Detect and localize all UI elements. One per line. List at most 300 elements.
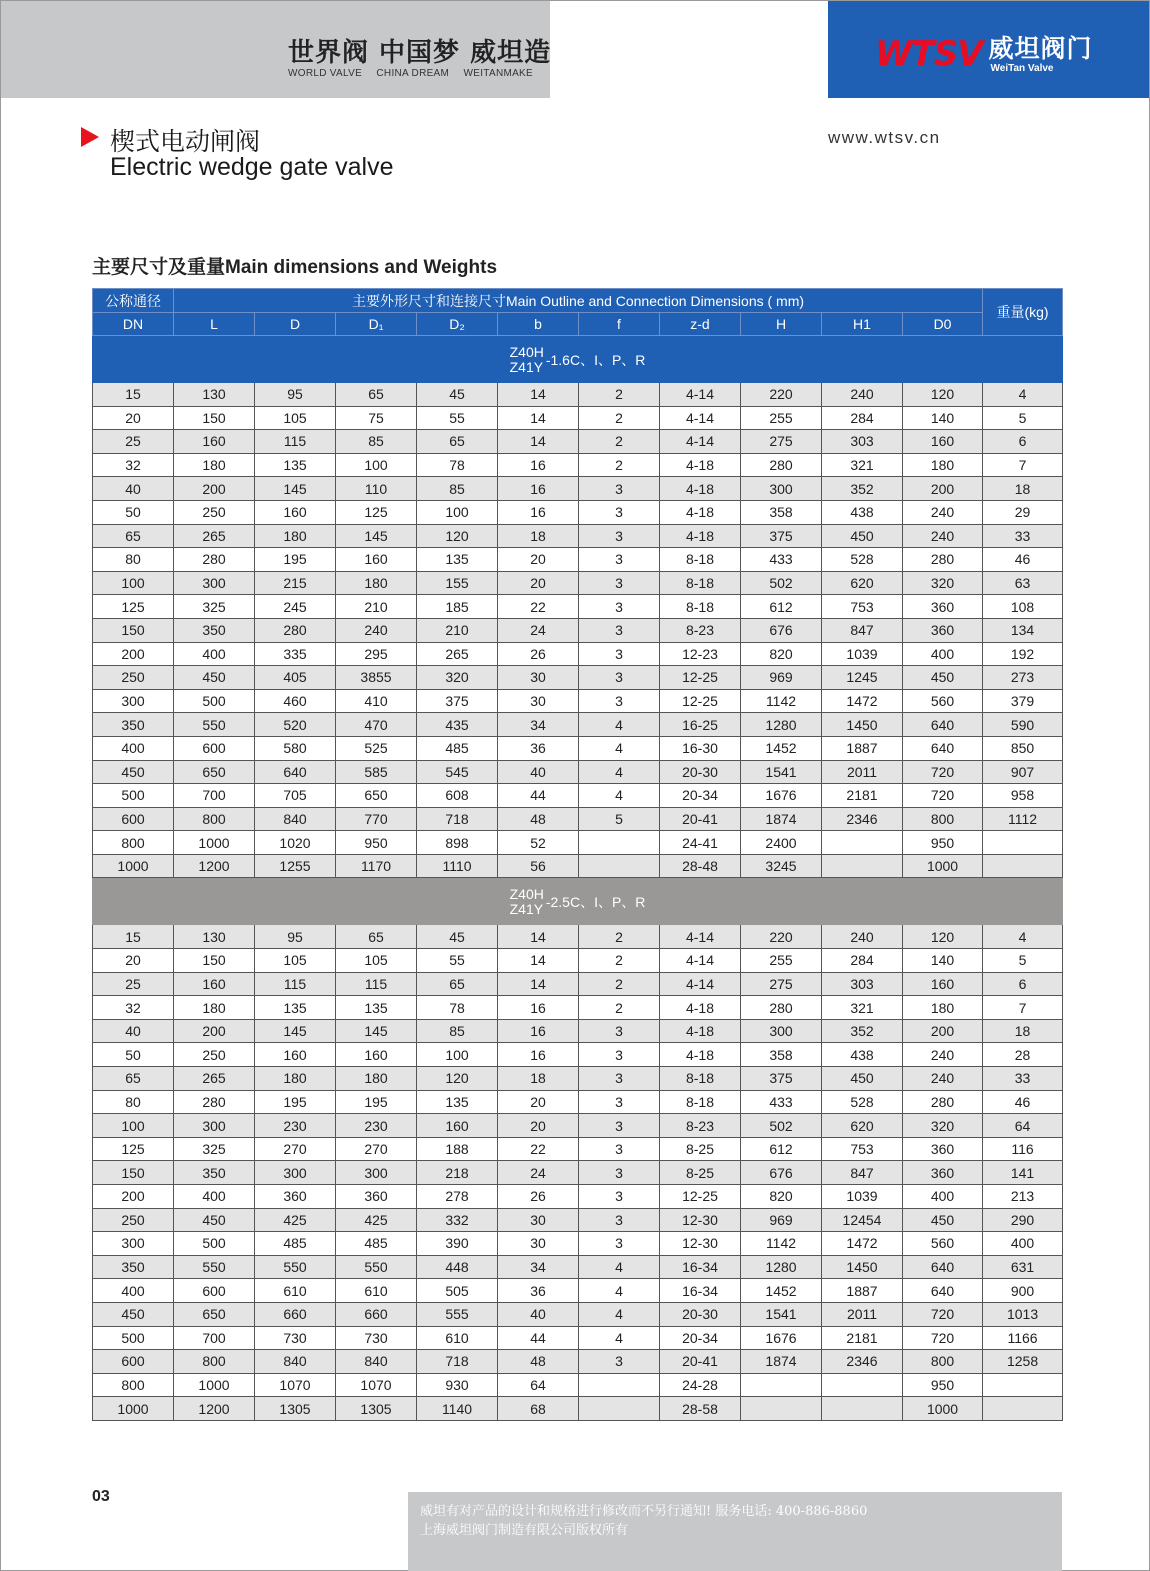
table-row bbox=[93, 524, 1063, 548]
table-row bbox=[93, 1255, 1063, 1279]
table-cell: 16 bbox=[498, 453, 579, 477]
table-cell: 135 bbox=[255, 996, 336, 1020]
table-cell: 580 bbox=[255, 736, 336, 760]
table-cell: 220 bbox=[741, 925, 822, 949]
table-cell: 460 bbox=[255, 689, 336, 713]
table-row bbox=[93, 595, 1063, 619]
table-cell: 4 bbox=[579, 1279, 660, 1303]
table-cell: 265 bbox=[417, 642, 498, 666]
table-cell: 1000 bbox=[93, 854, 174, 878]
table-cell: 7 bbox=[983, 453, 1063, 477]
table-cell: 2 bbox=[579, 949, 660, 973]
table-cell: 379 bbox=[983, 689, 1063, 713]
table-cell: 325 bbox=[174, 595, 255, 619]
table-cell: 200 bbox=[93, 1185, 174, 1209]
table-cell: 65 bbox=[417, 972, 498, 996]
table-row bbox=[93, 571, 1063, 595]
table-cell: 600 bbox=[174, 736, 255, 760]
table-cell: 14 bbox=[498, 972, 579, 996]
table-cell: 303 bbox=[822, 972, 903, 996]
model-separator-row bbox=[93, 878, 1063, 925]
table-cell: 930 bbox=[417, 1373, 498, 1397]
table-cell: 320 bbox=[903, 1114, 983, 1138]
table-row bbox=[93, 1373, 1063, 1397]
header-col: D0 bbox=[903, 313, 983, 336]
table-cell: 180 bbox=[174, 996, 255, 1020]
table-cell bbox=[983, 831, 1063, 855]
table-cell: 360 bbox=[336, 1185, 417, 1209]
table-row bbox=[93, 1208, 1063, 1232]
table-row bbox=[93, 453, 1063, 477]
table-cell: 280 bbox=[255, 618, 336, 642]
table-cell: 4-14 bbox=[660, 406, 741, 430]
table-cell: 4 bbox=[579, 760, 660, 784]
table-cell: 26 bbox=[498, 642, 579, 666]
model-label bbox=[510, 345, 646, 375]
table-cell: 470 bbox=[336, 713, 417, 737]
table-cell: 4-14 bbox=[660, 949, 741, 973]
table-cell: 20 bbox=[93, 406, 174, 430]
table-cell: 155 bbox=[417, 571, 498, 595]
model-code-bottom: Z41Y bbox=[509, 358, 544, 375]
table-cell: 25 bbox=[93, 972, 174, 996]
table-cell: 40 bbox=[93, 477, 174, 501]
table-cell: 250 bbox=[93, 1208, 174, 1232]
model-codes bbox=[510, 887, 544, 917]
table-cell: 950 bbox=[903, 1373, 983, 1397]
table-cell: 33 bbox=[983, 524, 1063, 548]
table-cell: 720 bbox=[903, 760, 983, 784]
table-cell: 200 bbox=[903, 477, 983, 501]
table-cell: 95 bbox=[255, 383, 336, 407]
table-cell: 116 bbox=[983, 1137, 1063, 1161]
table-cell: 16-34 bbox=[660, 1279, 741, 1303]
table-cell: 1200 bbox=[174, 854, 255, 878]
table-cell: 840 bbox=[336, 1350, 417, 1374]
table-cell: 180 bbox=[903, 453, 983, 477]
table-cell: 160 bbox=[417, 1114, 498, 1138]
table-cell: 50 bbox=[93, 1043, 174, 1067]
page-number: 03 bbox=[92, 1488, 110, 1505]
page-title-en: Electric wedge gate valve bbox=[110, 153, 394, 181]
table-cell: 240 bbox=[822, 925, 903, 949]
table-cell: 620 bbox=[822, 571, 903, 595]
table-cell: 3 bbox=[579, 595, 660, 619]
table-row bbox=[93, 618, 1063, 642]
table-cell: 400 bbox=[93, 736, 174, 760]
table-cell: 265 bbox=[174, 524, 255, 548]
table-cell: 213 bbox=[983, 1185, 1063, 1209]
table-row bbox=[93, 477, 1063, 501]
footer-notice-line-1: 威坦有对产品的设计和规格进行修改而不另行通知! 服务电话: 400-886-8860 bbox=[420, 1504, 868, 1519]
table-row bbox=[93, 1302, 1063, 1326]
table-cell: 125 bbox=[93, 1137, 174, 1161]
table-cell: 1874 bbox=[741, 807, 822, 831]
table-cell: 3 bbox=[579, 1232, 660, 1256]
table-cell: 195 bbox=[336, 1090, 417, 1114]
table-cell: 3 bbox=[579, 477, 660, 501]
table-row bbox=[93, 854, 1063, 878]
table-cell: 335 bbox=[255, 642, 336, 666]
table-cell: 34 bbox=[498, 1255, 579, 1279]
table-cell: 65 bbox=[93, 524, 174, 548]
table-cell: 1887 bbox=[822, 736, 903, 760]
table-cell: 2346 bbox=[822, 807, 903, 831]
table-cell: 4 bbox=[579, 1302, 660, 1326]
table-cell: 640 bbox=[903, 1255, 983, 1279]
model-separator-cell bbox=[93, 336, 1063, 383]
table-cell: 631 bbox=[983, 1255, 1063, 1279]
table-cell: 40 bbox=[498, 760, 579, 784]
table-cell: 44 bbox=[498, 1326, 579, 1350]
table-cell: 1452 bbox=[741, 1279, 822, 1303]
table-cell: 4-18 bbox=[660, 500, 741, 524]
table-cell: 45 bbox=[417, 925, 498, 949]
table-cell: 230 bbox=[336, 1114, 417, 1138]
table-cell: 3 bbox=[579, 1350, 660, 1374]
table-cell: 555 bbox=[417, 1302, 498, 1326]
table-cell: 52 bbox=[498, 831, 579, 855]
table-cell: 3 bbox=[579, 1019, 660, 1043]
table-cell: 8-23 bbox=[660, 1114, 741, 1138]
table-cell: 18 bbox=[498, 524, 579, 548]
table-cell: 1541 bbox=[741, 1302, 822, 1326]
header-col: H1 bbox=[822, 313, 903, 336]
table-cell: 280 bbox=[903, 1090, 983, 1114]
table-cell: 50 bbox=[93, 500, 174, 524]
table-cell: 360 bbox=[903, 618, 983, 642]
table-cell: 350 bbox=[93, 1255, 174, 1279]
table-cell: 4 bbox=[579, 736, 660, 760]
table-row bbox=[93, 1397, 1063, 1421]
table-cell: 448 bbox=[417, 1255, 498, 1279]
table-cell: 14 bbox=[498, 383, 579, 407]
table-cell: 450 bbox=[903, 666, 983, 690]
table-cell: 20-34 bbox=[660, 1326, 741, 1350]
table-cell: 200 bbox=[93, 642, 174, 666]
table-cell: 12-25 bbox=[660, 1185, 741, 1209]
table-cell: 16-34 bbox=[660, 1255, 741, 1279]
table-cell: 640 bbox=[903, 713, 983, 737]
table-cell: 250 bbox=[93, 666, 174, 690]
table-cell: 100 bbox=[417, 1043, 498, 1067]
table-cell bbox=[983, 1373, 1063, 1397]
table-row bbox=[93, 642, 1063, 666]
table-row bbox=[93, 500, 1063, 524]
table-cell: 56 bbox=[498, 854, 579, 878]
table-cell: 718 bbox=[417, 807, 498, 831]
table-cell: 20 bbox=[93, 949, 174, 973]
table-cell: 145 bbox=[336, 524, 417, 548]
table-row bbox=[93, 925, 1063, 949]
table-cell: 120 bbox=[903, 383, 983, 407]
table-cell: 12-30 bbox=[660, 1208, 741, 1232]
table-row bbox=[93, 383, 1063, 407]
table-cell: 500 bbox=[174, 689, 255, 713]
table-cell: 30 bbox=[498, 1232, 579, 1256]
table-cell: 180 bbox=[903, 996, 983, 1020]
table-cell: 4-18 bbox=[660, 1019, 741, 1043]
table-cell: 1142 bbox=[741, 1232, 822, 1256]
table-cell: 8-23 bbox=[660, 618, 741, 642]
table-cell: 640 bbox=[255, 760, 336, 784]
table-cell: 950 bbox=[336, 831, 417, 855]
table-cell: 352 bbox=[822, 1019, 903, 1043]
table-cell: 24-28 bbox=[660, 1373, 741, 1397]
table-cell: 195 bbox=[255, 548, 336, 572]
table-cell: 55 bbox=[417, 949, 498, 973]
table-cell: 240 bbox=[903, 1043, 983, 1067]
model-codes bbox=[510, 345, 544, 375]
table-cell: 303 bbox=[822, 430, 903, 454]
brand-name-en: WeiTan Valve bbox=[990, 63, 1054, 74]
table-cell: 125 bbox=[93, 595, 174, 619]
table-cell: 3 bbox=[579, 1185, 660, 1209]
model-code-bottom: Z41Y bbox=[509, 900, 544, 917]
table-cell: 718 bbox=[417, 1350, 498, 1374]
table-cell: 4-18 bbox=[660, 453, 741, 477]
table-cell: 14 bbox=[498, 406, 579, 430]
table-cell: 1450 bbox=[822, 1255, 903, 1279]
header-col: b bbox=[498, 313, 579, 336]
table-cell: 620 bbox=[822, 1114, 903, 1138]
table-cell: 1280 bbox=[741, 713, 822, 737]
table-cell: 400 bbox=[174, 1185, 255, 1209]
table-cell: 20 bbox=[498, 571, 579, 595]
table-cell: 3 bbox=[579, 642, 660, 666]
table-cell: 528 bbox=[822, 1090, 903, 1114]
table-cell: 950 bbox=[903, 831, 983, 855]
table-cell: 80 bbox=[93, 548, 174, 572]
slogan-en-2: CHINA DREAM bbox=[376, 68, 450, 79]
table-cell: 125 bbox=[336, 500, 417, 524]
table-cell: 560 bbox=[903, 689, 983, 713]
table-row bbox=[93, 689, 1063, 713]
table-cell: 85 bbox=[336, 430, 417, 454]
table-cell: 36 bbox=[498, 1279, 579, 1303]
table-cell: 180 bbox=[255, 524, 336, 548]
table-cell: 433 bbox=[741, 1090, 822, 1114]
table-cell: 200 bbox=[174, 477, 255, 501]
header-col: H bbox=[741, 313, 822, 336]
table-cell bbox=[579, 854, 660, 878]
table-row bbox=[93, 1137, 1063, 1161]
table-cell: 65 bbox=[336, 925, 417, 949]
table-cell: 1000 bbox=[174, 831, 255, 855]
table-cell: 284 bbox=[822, 949, 903, 973]
table-cell: 130 bbox=[174, 925, 255, 949]
table-cell: 30 bbox=[498, 689, 579, 713]
table-cell: 12-30 bbox=[660, 1232, 741, 1256]
table-cell: 3 bbox=[579, 1161, 660, 1185]
table-cell: 1452 bbox=[741, 736, 822, 760]
table-cell: 100 bbox=[417, 500, 498, 524]
table-cell: 2346 bbox=[822, 1350, 903, 1374]
table-cell: 400 bbox=[903, 1185, 983, 1209]
table-cell: 3 bbox=[579, 1090, 660, 1114]
table-cell: 150 bbox=[93, 1161, 174, 1185]
table-cell: 46 bbox=[983, 1090, 1063, 1114]
table-cell: 730 bbox=[255, 1326, 336, 1350]
table-cell: 1070 bbox=[255, 1373, 336, 1397]
table-cell: 612 bbox=[741, 1137, 822, 1161]
table-cell: 16-30 bbox=[660, 736, 741, 760]
table-cell: 5 bbox=[983, 406, 1063, 430]
table-cell: 48 bbox=[498, 807, 579, 831]
table-cell bbox=[983, 854, 1063, 878]
footer-notice-line-2: 上海威坦阀门制造有限公司版权所有 bbox=[420, 1523, 629, 1538]
table-cell: 4 bbox=[579, 784, 660, 808]
table-cell: 250 bbox=[174, 500, 255, 524]
table-cell: 195 bbox=[255, 1090, 336, 1114]
table-cell: 350 bbox=[174, 1161, 255, 1185]
table-cell: 7 bbox=[983, 996, 1063, 1020]
table-cell: 270 bbox=[255, 1137, 336, 1161]
table-cell: 45 bbox=[417, 383, 498, 407]
table-cell: 485 bbox=[336, 1232, 417, 1256]
table-cell: 400 bbox=[174, 642, 255, 666]
table-cell: 12-25 bbox=[660, 666, 741, 690]
website-link[interactable]: www.wtsv.cn bbox=[828, 128, 941, 147]
table-cell: 18 bbox=[498, 1067, 579, 1091]
table-cell: 3 bbox=[579, 1043, 660, 1067]
table-cell: 108 bbox=[983, 595, 1063, 619]
table-cell: 30 bbox=[498, 1208, 579, 1232]
table-cell: 46 bbox=[983, 548, 1063, 572]
table-cell: 1887 bbox=[822, 1279, 903, 1303]
table-cell: 700 bbox=[174, 1326, 255, 1350]
table-row bbox=[93, 548, 1063, 572]
table-cell: 720 bbox=[903, 1302, 983, 1326]
table-cell: 78 bbox=[417, 453, 498, 477]
table-cell: 200 bbox=[174, 1019, 255, 1043]
table-cell: 3 bbox=[579, 689, 660, 713]
slogan bbox=[288, 38, 552, 79]
table-row bbox=[93, 1067, 1063, 1091]
table-cell: 1112 bbox=[983, 807, 1063, 831]
header-col: L bbox=[174, 313, 255, 336]
header-dn: DN bbox=[93, 313, 174, 336]
table-cell: 1200 bbox=[174, 1397, 255, 1421]
table-cell: 358 bbox=[741, 1043, 822, 1067]
table-cell: 85 bbox=[417, 477, 498, 501]
table-cell: 115 bbox=[336, 972, 417, 996]
table-cell: 115 bbox=[255, 430, 336, 454]
table-cell: 4-18 bbox=[660, 996, 741, 1020]
table-cell: 65 bbox=[93, 1067, 174, 1091]
table-cell: 130 bbox=[174, 383, 255, 407]
table-cell: 410 bbox=[336, 689, 417, 713]
table-cell: 300 bbox=[93, 1232, 174, 1256]
table-cell: 3 bbox=[579, 666, 660, 690]
table-cell: 275 bbox=[741, 430, 822, 454]
table-cell: 1305 bbox=[336, 1397, 417, 1421]
table-cell: 273 bbox=[983, 666, 1063, 690]
table-cell: 500 bbox=[93, 1326, 174, 1350]
table-cell: 18 bbox=[983, 1019, 1063, 1043]
brand-name-cn: 威坦阀门 bbox=[988, 35, 1093, 63]
table-cell: 28 bbox=[983, 1043, 1063, 1067]
table-cell: 3 bbox=[579, 1114, 660, 1138]
table-cell: 20-34 bbox=[660, 784, 741, 808]
table-cell: 34 bbox=[498, 713, 579, 737]
table-cell: 32 bbox=[93, 996, 174, 1020]
table-cell: 68 bbox=[498, 1397, 579, 1421]
table-row bbox=[93, 713, 1063, 737]
table-cell: 105 bbox=[255, 949, 336, 973]
table-cell bbox=[741, 1373, 822, 1397]
table-cell: 676 bbox=[741, 618, 822, 642]
table-cell: 240 bbox=[903, 500, 983, 524]
model-spec: -1.6C、I、P、R bbox=[545, 351, 646, 368]
table-cell: 141 bbox=[983, 1161, 1063, 1185]
table-row bbox=[93, 996, 1063, 1020]
table-cell: 28-48 bbox=[660, 854, 741, 878]
table-cell: 25 bbox=[93, 430, 174, 454]
table-cell: 16 bbox=[498, 996, 579, 1020]
table-cell: 284 bbox=[822, 406, 903, 430]
table-cell: 4 bbox=[579, 1255, 660, 1279]
table-cell: 350 bbox=[93, 713, 174, 737]
table-cell: 2181 bbox=[822, 1326, 903, 1350]
table-cell: 450 bbox=[93, 760, 174, 784]
table-cell: 16-25 bbox=[660, 713, 741, 737]
table-cell: 500 bbox=[93, 784, 174, 808]
table-cell: 1000 bbox=[93, 1397, 174, 1421]
table-cell: 16 bbox=[498, 500, 579, 524]
table-cell: 400 bbox=[903, 642, 983, 666]
table-cell: 4-18 bbox=[660, 477, 741, 501]
table-cell: 24-41 bbox=[660, 831, 741, 855]
table-cell: 65 bbox=[417, 430, 498, 454]
table-cell: 840 bbox=[255, 1350, 336, 1374]
dimensions-table bbox=[92, 288, 1063, 1421]
model-code-top: Z40H bbox=[509, 885, 544, 902]
table-cell: 24 bbox=[498, 618, 579, 642]
table-cell: 425 bbox=[255, 1208, 336, 1232]
table-cell: 958 bbox=[983, 784, 1063, 808]
table-cell: 700 bbox=[174, 784, 255, 808]
table-row bbox=[93, 760, 1063, 784]
table-cell: 800 bbox=[174, 1350, 255, 1374]
table-cell: 240 bbox=[903, 1067, 983, 1091]
table-cell: 22 bbox=[498, 1137, 579, 1161]
table-cell: 560 bbox=[903, 1232, 983, 1256]
table-cell: 160 bbox=[255, 1043, 336, 1067]
table-cell bbox=[822, 854, 903, 878]
table-cell: 600 bbox=[93, 807, 174, 831]
table-cell: 8-18 bbox=[660, 548, 741, 572]
table-cell: 4-14 bbox=[660, 430, 741, 454]
table-cell: 450 bbox=[822, 1067, 903, 1091]
table-cell: 320 bbox=[903, 571, 983, 595]
table-cell: 290 bbox=[983, 1208, 1063, 1232]
table-cell: 753 bbox=[822, 595, 903, 619]
table-cell: 730 bbox=[336, 1326, 417, 1350]
table-cell: 280 bbox=[174, 1090, 255, 1114]
table-cell: 160 bbox=[174, 430, 255, 454]
table-cell: 14 bbox=[498, 949, 579, 973]
table-cell: 600 bbox=[93, 1350, 174, 1374]
table-cell: 26 bbox=[498, 1185, 579, 1209]
table-cell: 850 bbox=[983, 736, 1063, 760]
table-cell: 255 bbox=[741, 949, 822, 973]
table-cell: 200 bbox=[903, 1019, 983, 1043]
table-cell: 120 bbox=[417, 1067, 498, 1091]
table-cell: 438 bbox=[822, 500, 903, 524]
model-separator-cell bbox=[93, 878, 1063, 925]
table-cell: 44 bbox=[498, 784, 579, 808]
